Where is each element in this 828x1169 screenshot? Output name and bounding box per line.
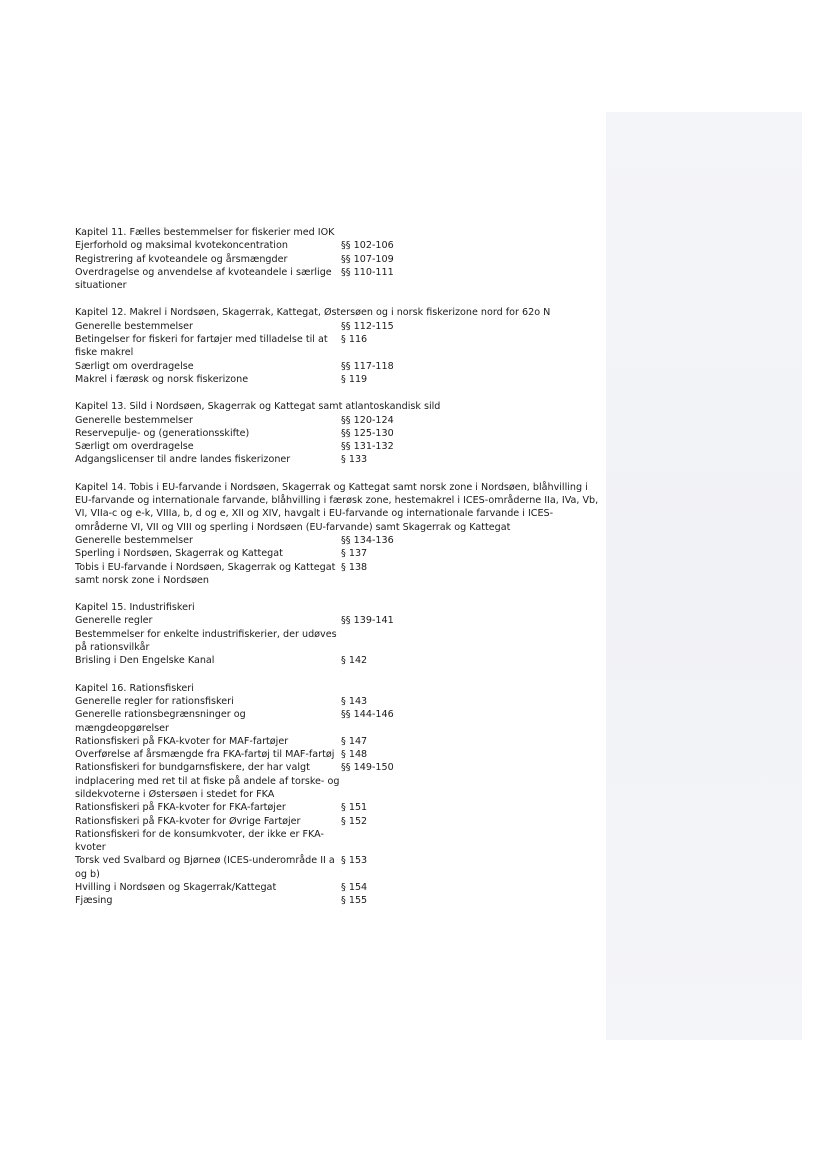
chapter-14 [75, 481, 605, 587]
toc-ref: § 116 [341, 334, 368, 346]
toc-ref: §§ 144-146 [341, 709, 394, 721]
toc-row [75, 266, 605, 293]
toc-label: Registrering af kvoteandele og årsmængder [75, 253, 288, 265]
toc-row [75, 881, 605, 894]
toc-label: Ejerforhold og maksimal kvotekoncentration [75, 240, 288, 252]
toc-label: Brisling i Den Engelske Kanal [75, 655, 215, 667]
toc-ref: §§ 117-118 [341, 360, 394, 372]
chapter-title: Kapitel 15. Industrifiskeri [75, 602, 195, 614]
toc-ref: § 119 [341, 373, 368, 385]
chapter-15 [75, 601, 605, 667]
toc-label: Overførelse af årsmængde fra FKA-fartøj til MAF-fartøj [75, 749, 335, 761]
toc-label: Generelle regler [75, 615, 153, 627]
toc-row [75, 360, 605, 373]
toc-label: Generelle bestemmelser [75, 414, 193, 426]
toc-label: Sperling i Nordsøen, Skagerrak og Kattegat [75, 548, 283, 560]
toc-label: Rationsfiskeri på FKA-kvoter for Øvrige Fartøjer [75, 815, 301, 827]
toc-row [75, 894, 605, 907]
toc-label: Generelle bestemmelser [75, 320, 193, 332]
toc-row [75, 253, 605, 266]
toc-row [75, 614, 605, 627]
toc-label: Generelle bestemmelser [75, 534, 193, 546]
toc-row [75, 815, 605, 828]
chapter-title: Kapitel 12. Makrel i Nordsøen, Skagerrak, Kattegat, Østersøen og i norsk fiskerizone nord for 62o N [75, 307, 551, 319]
toc-row [75, 801, 605, 814]
toc-ref: § 133 [341, 454, 368, 466]
toc-label: Generelle regler for rationsfiskeri [75, 695, 234, 707]
toc-ref: § 137 [341, 548, 368, 560]
toc-label: Betingelser for fiskeri for fartøjer med tilladelse til at fiske makrel [75, 334, 328, 359]
toc-ref: § 155 [341, 895, 368, 907]
toc-label: Overdragelse og anvendelse af kvoteandele i særlige situationer [75, 266, 332, 292]
toc-row [75, 761, 605, 801]
toc-row [75, 373, 605, 386]
toc-ref: § 143 [341, 695, 368, 707]
toc-row [75, 628, 605, 655]
toc-label: Rationsfiskeri på FKA-kvoter for FKA-fartøjer [75, 802, 286, 814]
toc-row [75, 735, 605, 748]
toc-row [75, 427, 605, 440]
toc-ref: §§ 139-141 [341, 615, 394, 627]
toc-ref: §§ 125-130 [341, 427, 394, 439]
toc-label: Adgangslicenser til andre landes fiskerizoner [75, 454, 291, 466]
toc-row [75, 239, 605, 252]
toc-label: Særligt om overdragelse [75, 360, 194, 372]
chapter-13 [75, 400, 605, 466]
chapter-title: Kapitel 11. Fælles bestemmelser for fiskerier med IOK [75, 227, 335, 238]
toc-label: Bestemmelser for enkelte industrifiskerier, der udøves på rationsvilkår [75, 628, 337, 654]
toc-row [75, 414, 605, 427]
toc-ref: §§ 120-124 [341, 414, 394, 426]
toc-row [75, 320, 605, 333]
toc-label: Tobis i EU-farvande i Nordsøen, Skagerrak og Kattegat samt norsk zone i Nordsøen [75, 561, 336, 586]
chapter-12 [75, 306, 605, 386]
toc-label: Reservepulje- og (generationsskifte) [75, 427, 250, 439]
toc-row [75, 547, 605, 560]
toc-ref: §§ 134-136 [341, 534, 394, 546]
toc-label: Generelle rationsbegrænsninger og mængdeopgørelser [75, 709, 246, 734]
toc-row [75, 828, 605, 855]
toc-row [75, 748, 605, 761]
toc-ref: §§ 110-111 [341, 266, 394, 278]
toc-row [75, 534, 605, 547]
toc-ref: §§ 107-109 [341, 253, 394, 265]
toc-label: Hvilling i Nordsøen og Skagerrak/Kattegat [75, 882, 277, 894]
chapter-16 [75, 682, 605, 908]
toc-row [75, 333, 605, 360]
toc-ref: § 138 [341, 561, 368, 573]
toc-row [75, 654, 605, 667]
toc-ref: § 151 [341, 802, 368, 814]
toc-ref: §§ 131-132 [341, 441, 394, 453]
toc-label: Fjæsing [75, 895, 113, 907]
chapter-title: Kapitel 13. Sild i Nordsøen, Skagerrak og Kattegat samt atlantoskandisk sild [75, 401, 441, 413]
toc-label: Rationsfiskeri for de konsumkvoter, der ikke er FKA-kvoter [75, 828, 324, 854]
table-of-contents [75, 226, 605, 908]
chapter-11 [75, 226, 605, 292]
toc-row [75, 453, 605, 466]
toc-row [75, 440, 605, 453]
toc-ref: §§ 149-150 [341, 762, 394, 774]
toc-label: Torsk ved Svalbard og Bjørneø (ICES-underområde II a og b) [75, 855, 335, 880]
chapter-title: Kapitel 16. Rationsfiskeri [75, 682, 194, 694]
toc-ref: § 148 [341, 749, 368, 761]
toc-label: Makrel i færøsk og norsk fiskerizone [75, 373, 249, 385]
scan-shading [606, 112, 802, 1040]
toc-ref: §§ 102-106 [341, 240, 394, 252]
toc-row [75, 561, 605, 588]
toc-row [75, 854, 605, 881]
toc-ref: § 153 [341, 855, 368, 867]
toc-label: Særligt om overdragelse [75, 441, 194, 453]
toc-ref: § 152 [341, 815, 368, 827]
chapter-title: Kapitel 14. Tobis i EU-farvande i Nordsøen, Skagerrak og Kattegat samt norsk zone i Nordsøen, blåhvilling i EU-farvande og internationale farvande, blåhvilling i færøsk zone, hestemakrel i ICES-områderne IIa, IVa, Vb, VI, VIIa-c og e-k, VIIIa, b, d og e, XII og XIV, havgalt i EU-farvande og internationale farvande i ICES-områderne VI, VII og VIII og sperling i Nordsøen (EU-farvande) samt Skagerrak og Kattegat [75, 481, 599, 533]
toc-label: Rationsfiskeri for bundgarnsfiskere, der har valgt indplacering med ret til at fiske på andele af torske- og sildekvoterne i Østersøen i stedet for FKA [75, 762, 340, 800]
toc-label: Rationsfiskeri på FKA-kvoter for MAF-fartøjer [75, 735, 289, 747]
toc-row [75, 695, 605, 708]
toc-ref: § 154 [341, 882, 368, 894]
toc-ref: §§ 112-115 [341, 320, 394, 332]
toc-row [75, 708, 605, 735]
toc-ref: § 147 [341, 735, 368, 747]
toc-ref: § 142 [341, 655, 368, 667]
